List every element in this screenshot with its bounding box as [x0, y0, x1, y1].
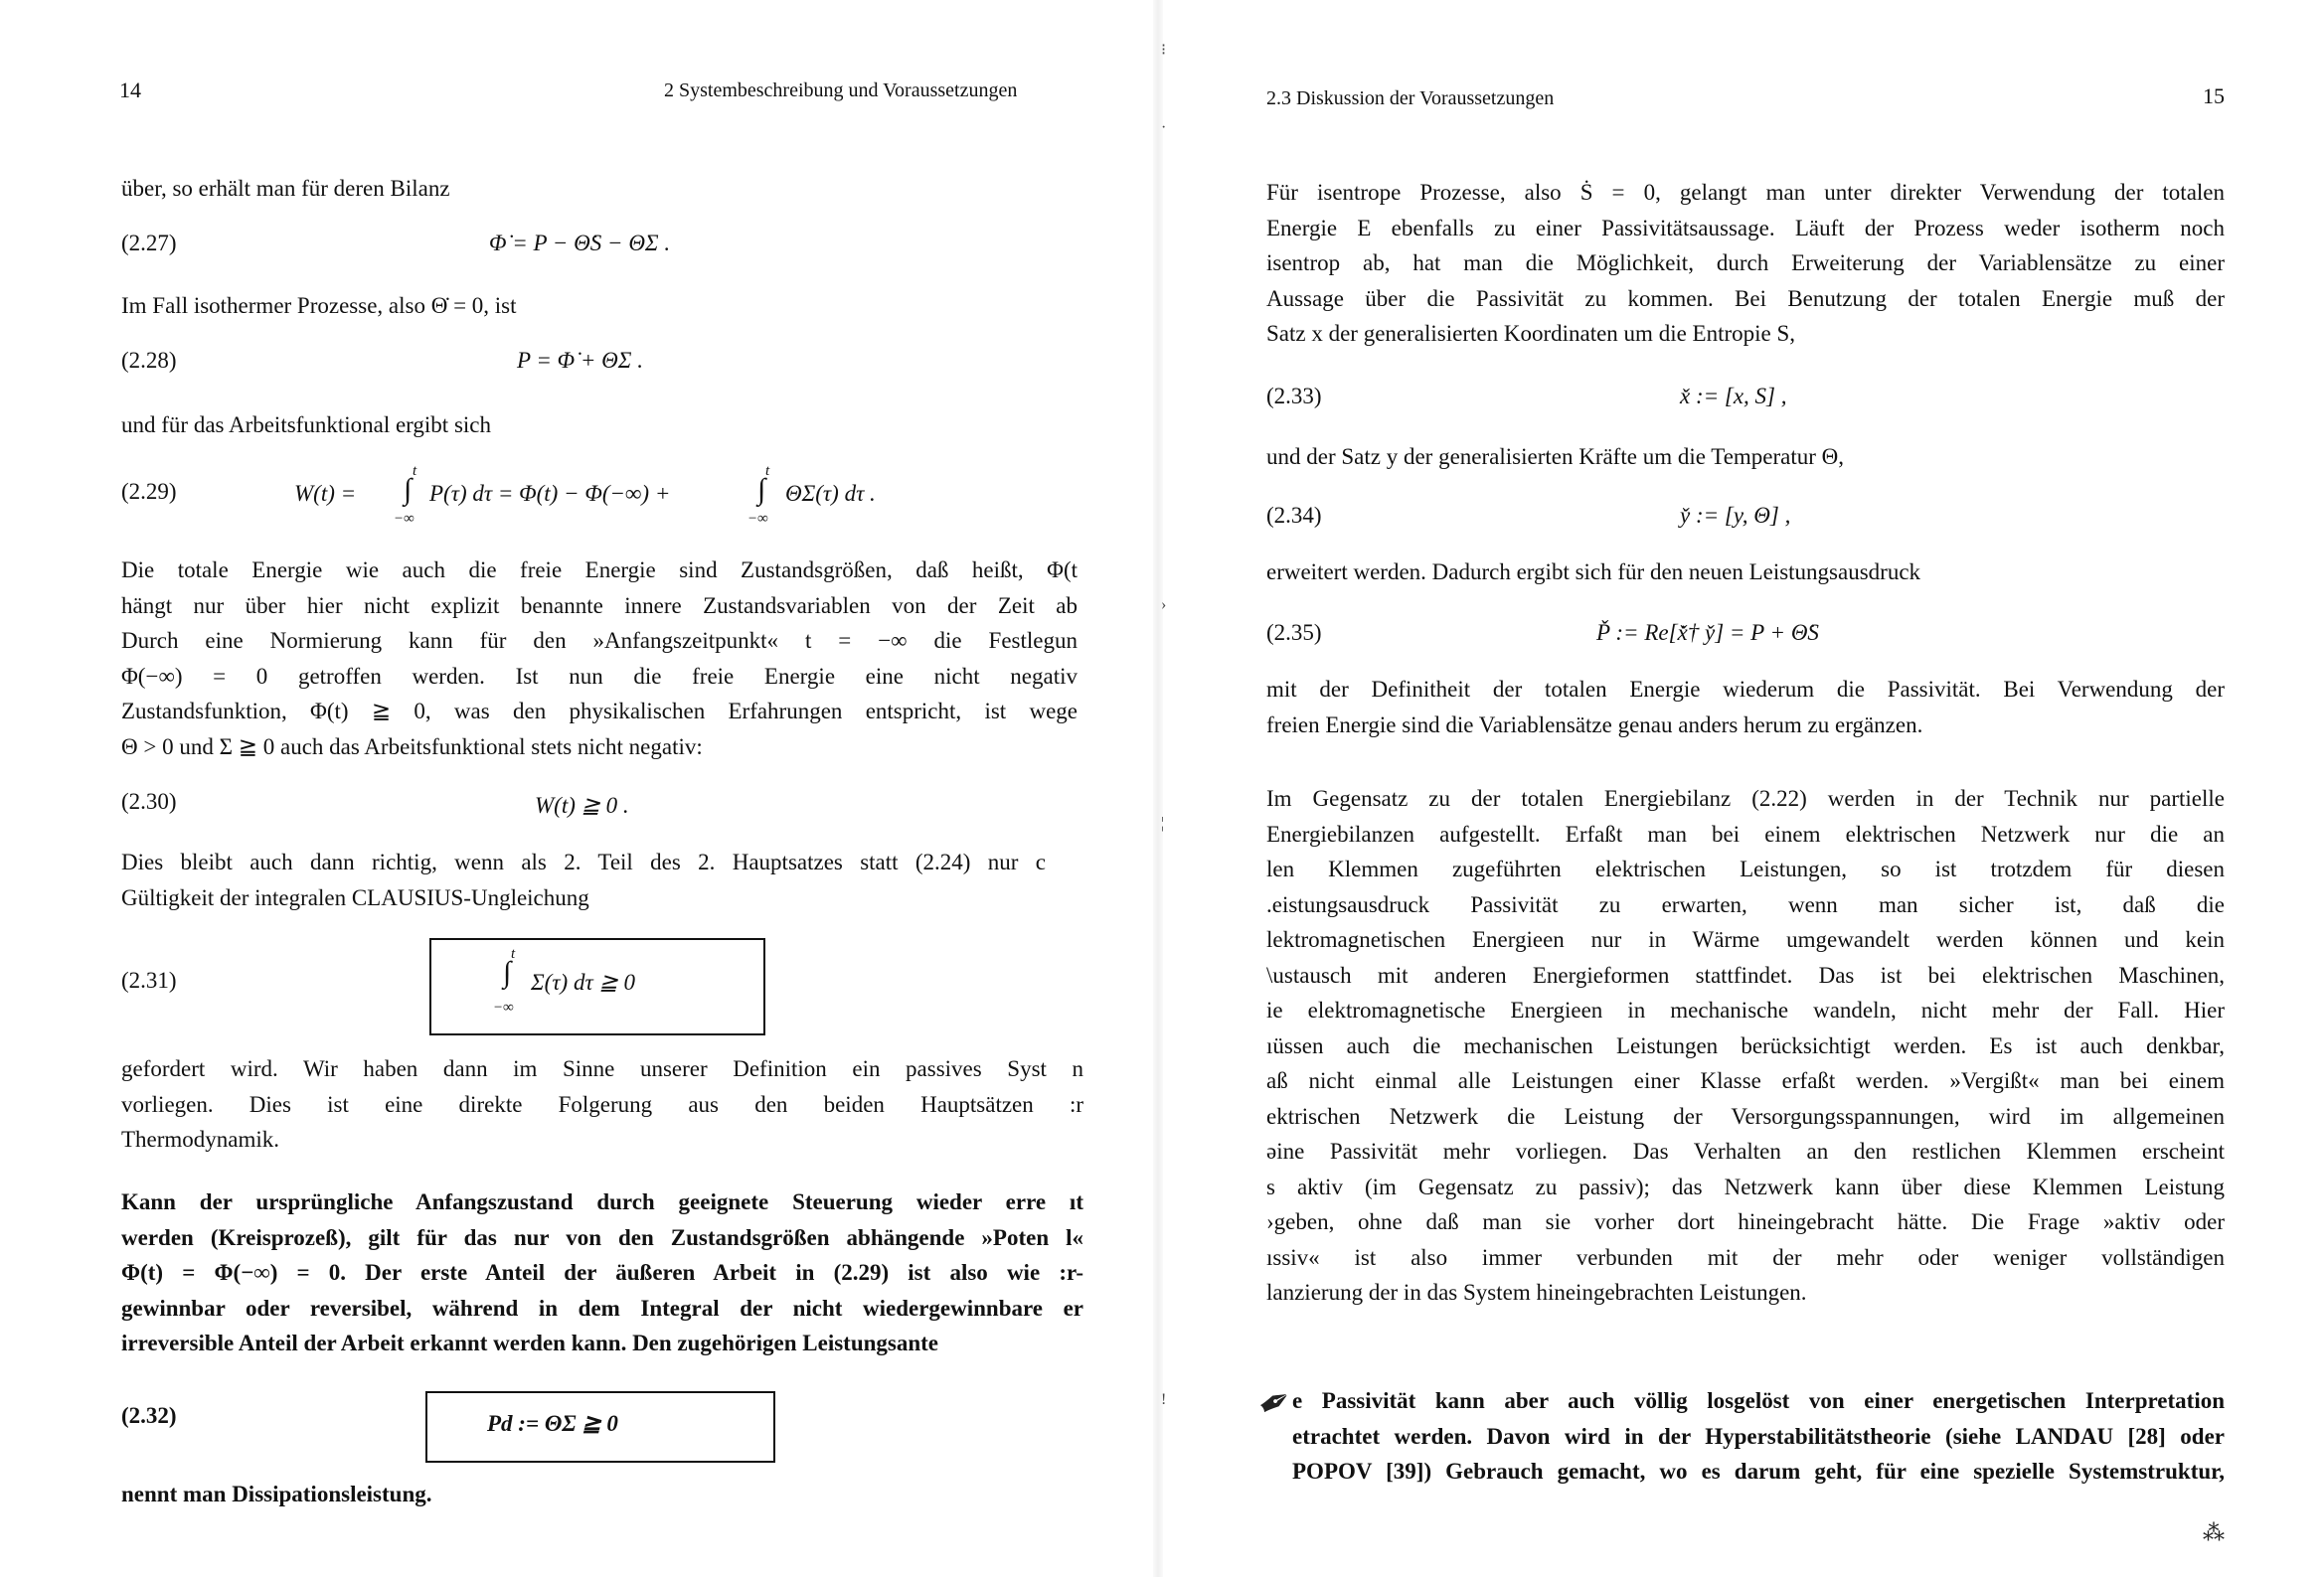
integral-sign-1: ∫	[404, 473, 413, 506]
arbeit-line: und für das Arbeitsfunktional ergibt sich	[121, 412, 491, 437]
page-number-left: 14	[119, 78, 141, 102]
paragraph-kreisprozess: Kann der ursprüngliche Anfangszustand durch geeignete Steuerung wieder erre ıt werden (Kreisprozeß), gilt für das nur von den Zustandsgrößen abhängende »Poten l« Φ(t) = Φ(−∞) = 0. Der erste Anteil der äußeren Arbeit in (2.29) ist also wie :r- gewinnbar oder reversibel, während in dem Integral der nicht wiedergewinnbare er irreversible Anteil der Arbeit erkannt werden kann. Den zugehörigen Leistungsante	[121, 1189, 1083, 1355]
eq-2-29-upper-limit-1: t	[413, 463, 417, 479]
equation-box-2-31	[429, 938, 765, 1035]
integral-sign-3: ∫	[503, 956, 512, 989]
equation-box-2-32	[425, 1391, 775, 1463]
eq-number-2-33: (2.33)	[1266, 384, 1322, 408]
eq-number-2-29: (2.29)	[121, 479, 177, 504]
ink-smudge: ✒	[1248, 1374, 1301, 1431]
gutter-mark: ⁝	[1161, 42, 1167, 59]
eq-2-29-lower-limit-1: −∞	[394, 511, 415, 527]
erweitert-line: erweitert werden. Dadurch ergibt sich für den neuen Leistungsausdruck	[1266, 559, 1921, 584]
right-page	[1163, 0, 2324, 1577]
page-number-right: 15	[2203, 83, 2225, 108]
dissipation-line: nennt man Dissipationsleistung.	[121, 1482, 432, 1506]
equation-2-35: P̌ := Re[x̌̇† y̌] = P + Θ̇S	[1596, 620, 1819, 645]
book-gutter	[1153, 0, 1163, 1577]
eq-2-29-upper-limit-2: t	[765, 463, 770, 479]
paragraph-partielle-energiebilanzen: Im Gegensatz zu der totalen Energiebilanz (2.22) werden in der Technik nur partielle Energiebilanzen aufgestellt. Erfaßt man bei einem elektrischen Netzwerk nur die an len Klemmen zugeführten elektrischen Leistungen, so ist trotzdem für diesen .eistungsausdruck Passivität zu erwarten, wenn man sicher ist, daß die lektromagnetischen Energieen nur in Wärme umgewandelt werden können und kein \ustausch mit anderen Energieformen stattfindet. Das ist bei elektrischen Maschinen, ie elektromagnetische Energieen in mechanische wandeln, nicht mehr der Fall. Hier ıüssen auch die mechanischen Leistungen berücksichtigt werden. Es ist auch denkbar, aß nicht einmal alle Leistungen einer Klasse erfaßt werden. »Vergißt« man bei einem ektrischen Netzwerk die Leistung der Versorgungsspannungen, wird im allgemeinen əine Passivität mehr vorliegen. Das Verhalten an den restlichen Klemmen erscheint s aktiv (im Gegensatz zu passiv); das Netzwerk kann über diese Klemmen Leistung ›geben, ohne daß man sie vorher dort hineingebracht hätte. Die Frage »aktiv oder ıssiv« ist also immer verbunden mit der mehr oder weniger vollständigen lanzierung der in das System hineingebrachten Leistungen.	[1266, 786, 2225, 1305]
eq-number-2-31: (2.31)	[121, 968, 177, 993]
running-header-right: 2.3 Diskussion der Voraussetzungen	[1266, 87, 1555, 109]
equation-2-28: P = Φ̇ + ΘΣ .	[517, 348, 643, 373]
intro-line: über, so erhält man für deren Bilanz	[121, 176, 450, 201]
paragraph-definitheit: mit der Definitheit der totalen Energie wiederum die Passivität. Bei Verwendung der freien Energie sind die Variablensätze genau anders herum zu ergänzen.	[1266, 677, 2225, 737]
equation-2-29-lhs: W(t) =	[294, 481, 357, 506]
eq-number-2-35: (2.35)	[1266, 620, 1322, 645]
paragraph-hyperstabilitaet: e Passivität kann aber auch völlig losgelöst von einer energetischen Interpretation etrachtet werden. Davon wird in der Hyperstabilitätstheorie (siehe LANDAU [28] oder POPOV [39]) Gebrauch gemacht, wo es darum geht, für eine spezielle Systemstruktur,	[1292, 1388, 2225, 1484]
running-header-left: 2 Systembeschreibung und Voraussetzungen	[664, 79, 1018, 101]
eq-number-2-28: (2.28)	[121, 348, 177, 373]
eq-2-31-lower-limit: −∞	[493, 1000, 514, 1016]
ink-smudge: ⁂	[2203, 1520, 2225, 1545]
equation-2-30: W(t) ≧ 0 .	[535, 793, 629, 818]
paragraph-zustandsgroessen: Die totale Energie wie auch die freie Energie sind Zustandsgrößen, daß heißt, Φ(t hängt nur über hier nicht explizit benannte innere Zustandsvariablen von der Zeit ab Durch eine Normierung kann für den »Anfangszeitpunkt« t = −∞ die Festlegun Φ(−∞) = 0 getroffen werden. Ist nun die freie Energie eine nicht negativ Zustandsfunktion, Φ(t) ≧ 0, was den physikalischen Erfahrungen entspricht, ist wege Θ > 0 und Σ ≧ 0 auch das Arbeitsfunktional stets nicht negativ:	[121, 557, 1078, 759]
equation-2-27: Φ̇ = P − Θ̇S − ΘΣ .	[489, 231, 671, 255]
eq-2-31-upper-limit: t	[511, 946, 516, 962]
integral-sign-2: ∫	[757, 473, 766, 506]
gutter-mark: ·	[1161, 119, 1167, 136]
equation-2-32: Pd := ΘΣ ≧ 0	[487, 1411, 618, 1436]
eq-2-29-lower-limit-2: −∞	[747, 511, 768, 527]
equation-2-29-part1: P(τ) dτ = Φ(t) − Φ(−∞) +	[429, 481, 671, 506]
eq-number-2-34: (2.34)	[1266, 503, 1322, 528]
left-page	[0, 0, 1153, 1577]
equation-2-33: x̌ := [x, S] ,	[1680, 384, 1787, 408]
eq-number-2-30: (2.30)	[121, 789, 177, 814]
eq-number-2-27: (2.27)	[121, 231, 177, 255]
gutter-mark: ¦	[1161, 815, 1165, 832]
paragraph-passives-system: gefordert wird. Wir haben dann im Sinne unserer Definition ein passives Syst n vorliegen. Dies ist eine direkte Folgerung aus den beiden Hauptsätzen :r Thermodynamik.	[121, 1056, 1083, 1152]
gutter-mark: !	[1161, 1391, 1167, 1408]
paragraph-clausius: Dies bleibt auch dann richtig, wenn als 2. Teil des 2. Hauptsatzes statt (2.24) nur c Gültigkeit der integralen CLAUSIUS-Ungleichung	[121, 850, 1046, 910]
isothermal-line: Im Fall isothermer Prozesse, also Θ̇ = 0, ist	[121, 293, 517, 318]
equation-2-29-part2: ΘΣ(τ) dτ .	[785, 481, 876, 506]
equation-2-31: Σ(τ) dτ ≧ 0	[531, 970, 635, 995]
kraft-line: und der Satz y der generalisierten Kräfte um die Temperatur Θ,	[1266, 444, 1845, 469]
paragraph-isentrop: Für isentrope Prozesse, also Ṡ = 0, gelangt man unter direkter Verwendung der totalen Energie E ebenfalls zu einer Passivitätsaussage. Läuft der Prozess weder isotherm noch isentrop ab, hat man die Möglichkeit, durch Erweiterung der Variablensätze zu einer Aussage über die Passivität zu kommen. Bei Benutzung der totalen Energie muß der Satz x der generalisierten Koordinaten um die Entropie S,	[1266, 180, 2225, 346]
eq-number-2-32: (2.32)	[121, 1403, 177, 1428]
gutter-mark: ›	[1161, 596, 1167, 613]
equation-2-34: y̌ := [y, Θ] ,	[1680, 503, 1791, 528]
